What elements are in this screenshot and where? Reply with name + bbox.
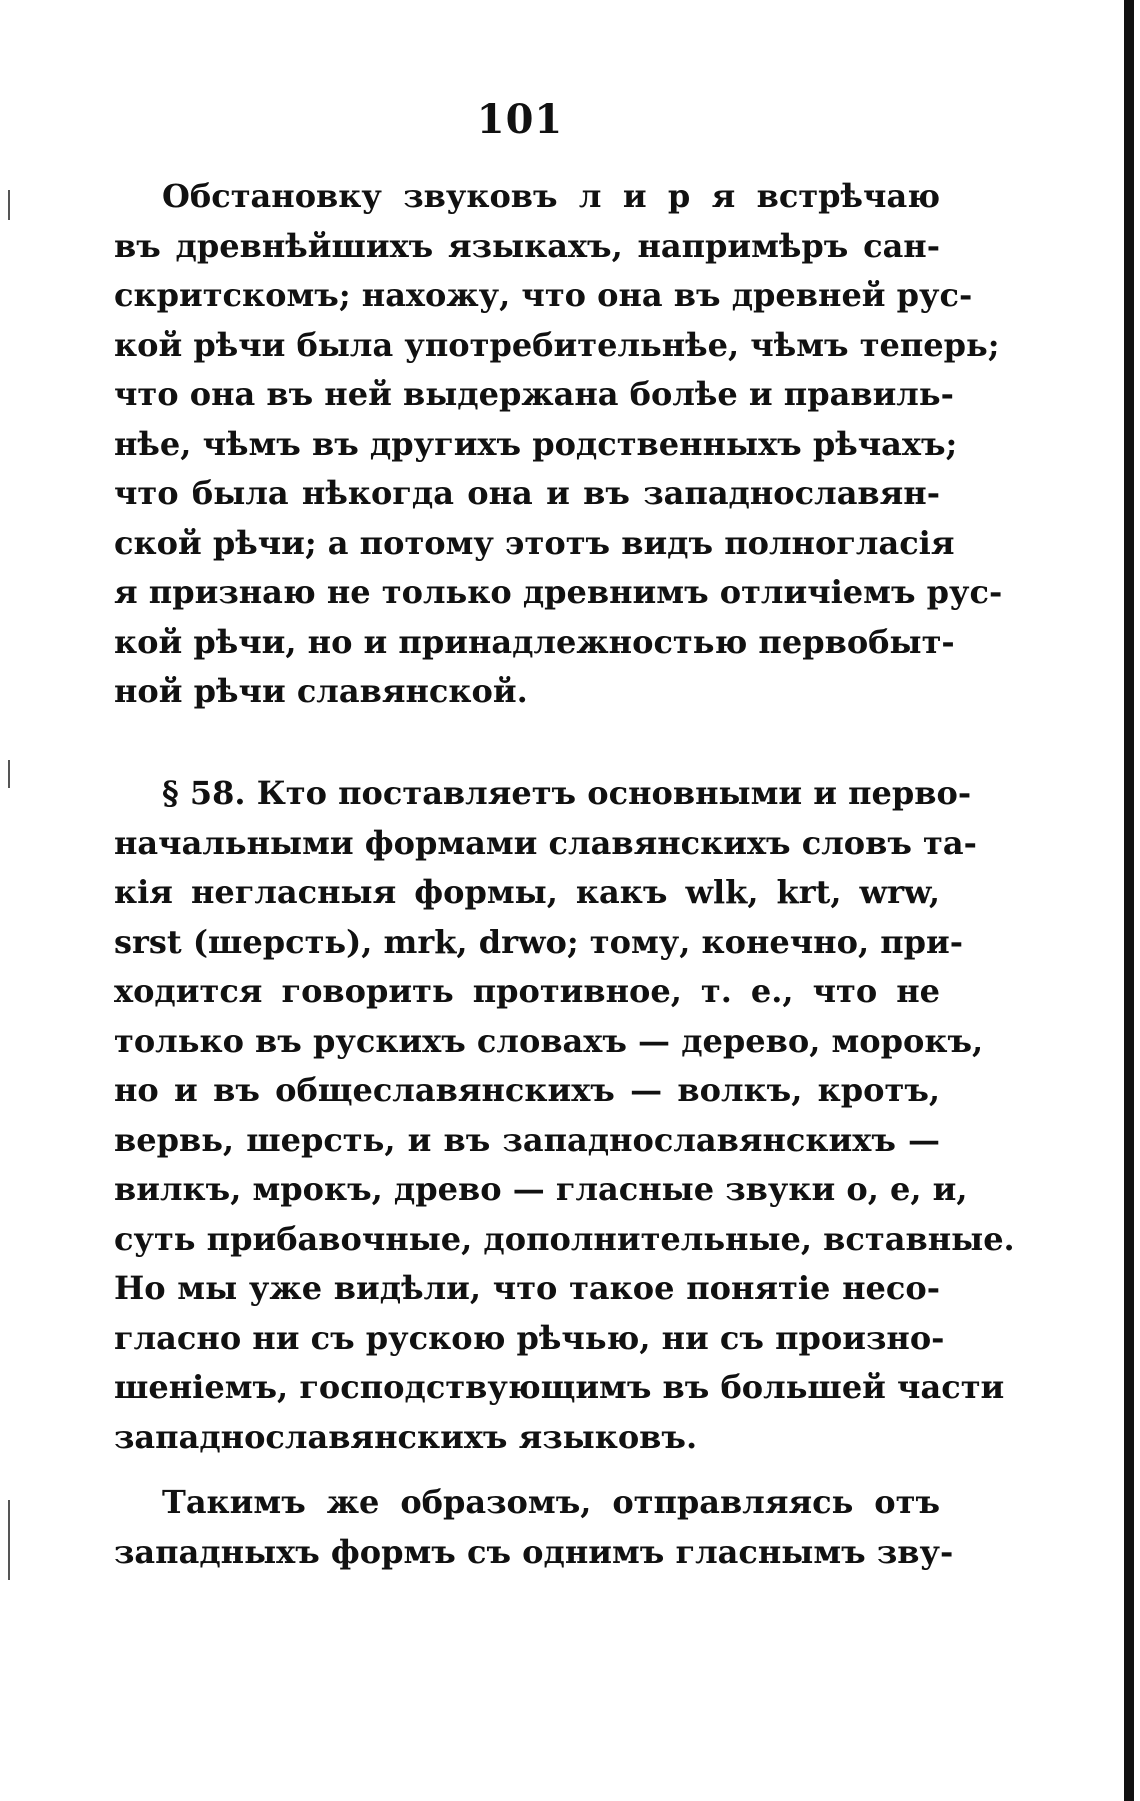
- text-line: я признаю не только древнимъ отличіемъ рус-: [114, 573, 1003, 611]
- page-edge-shadow: [1124, 0, 1134, 1801]
- text-line: что была нѣкогда она и въ западнославян-: [114, 474, 940, 512]
- text-line: въ древнѣйшихъ языкахъ, напримѣръ сан-: [114, 226, 940, 265]
- text-line: вервь, шерсть, и въ западнославянскихъ —: [114, 1120, 940, 1159]
- text-line: только въ рускихъ словахъ — дерево, морокъ,: [114, 1021, 984, 1060]
- text-line: Но мы уже видѣли, что такое понятіе несо-: [114, 1269, 940, 1307]
- page-number: 101: [476, 96, 564, 143]
- text-line: ходится говорить противное, т. е., что не: [114, 972, 940, 1010]
- margin-mark: [8, 760, 10, 788]
- text-line: § 58. Кто поставляетъ основными и перво-: [162, 774, 972, 812]
- text-line: но и въ общеславянскихъ — волкъ, кротъ,: [114, 1071, 940, 1109]
- text-line: скритскомъ; нахожу, что она въ древней рус-: [114, 276, 973, 314]
- text-line: вилкъ, мрокъ, древо — гласные звуки о, е, и,: [114, 1170, 968, 1208]
- paragraph-3: [114, 1478, 954, 1577]
- text-line: Обстановку звуковъ л и р я встрѣчаю: [162, 177, 940, 215]
- paragraph-1: [114, 172, 1003, 717]
- paragraph-2: [114, 769, 1015, 1462]
- text-line: кой рѣчи, но и принадлежностью первобыт-: [114, 622, 955, 661]
- margin-mark: [8, 190, 10, 220]
- text-line: нѣе, чѣмъ въ другихъ родственныхъ рѣчахъ;: [114, 424, 958, 463]
- text-line: суть прибавочные, дополнительные, вставные.: [114, 1219, 1015, 1258]
- text-line: гласно ни съ рускою рѣчью, ни съ произно-: [114, 1318, 945, 1357]
- text-line: кія негласныя формы, какъ wlk, krt, wrw,: [114, 873, 940, 911]
- text-line: кой рѣчи была употребительнѣе, чѣмъ теперь;: [114, 325, 1000, 364]
- text-line: ной рѣчи славянской.: [114, 672, 528, 710]
- text-line: что она въ ней выдержана болѣе и правиль-: [114, 375, 954, 413]
- text-line: шеніемъ, господствующимъ въ большей части: [114, 1368, 1005, 1406]
- text-line: srst (шерсть), mrk, drwo; тому, конечно, при-: [114, 922, 964, 961]
- margin-mark: [8, 1500, 10, 1580]
- text-line: Такимъ же образомъ, отправляясь отъ: [162, 1483, 940, 1521]
- text-line: ской рѣчи; а потому этотъ видъ полногласія: [114, 523, 955, 562]
- text-line: западнославянскихъ языковъ.: [114, 1417, 698, 1456]
- text-line: западныхъ формъ съ однимъ гласнымъ зву-: [114, 1532, 954, 1571]
- text-line: начальными формами славянскихъ словъ та-: [114, 823, 977, 862]
